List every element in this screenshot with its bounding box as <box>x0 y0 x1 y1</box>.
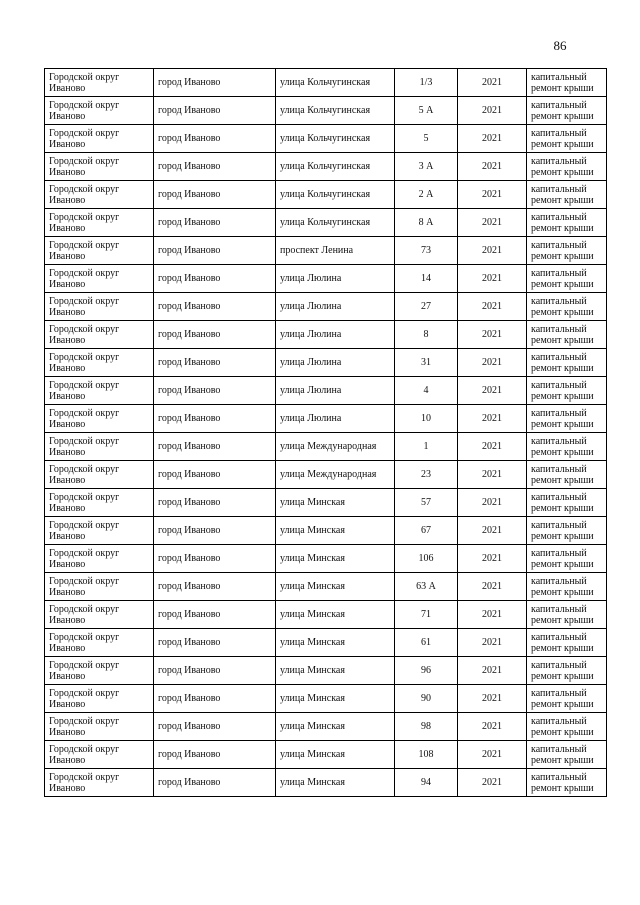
cell-house-number: 67 <box>395 517 458 545</box>
cell-year: 2021 <box>458 377 527 405</box>
table-row <box>45 125 607 153</box>
table-body <box>45 69 607 797</box>
cell-house-number: 10 <box>395 405 458 433</box>
cell-district: Городской округ Иваново <box>45 657 154 685</box>
cell-street: улица Минская <box>276 685 395 713</box>
cell-city: город Иваново <box>154 181 276 209</box>
cell-work-type: капитальный ремонт крыши <box>527 601 607 629</box>
cell-district: Городской округ Иваново <box>45 713 154 741</box>
cell-work-type: капитальный ремонт крыши <box>527 461 607 489</box>
table-row <box>45 153 607 181</box>
table-row <box>45 545 607 573</box>
cell-district: Городской округ Иваново <box>45 573 154 601</box>
cell-year: 2021 <box>458 461 527 489</box>
cell-year: 2021 <box>458 433 527 461</box>
cell-district: Городской округ Иваново <box>45 69 154 97</box>
cell-work-type: капитальный ремонт крыши <box>527 153 607 181</box>
cell-city: город Иваново <box>154 377 276 405</box>
cell-house-number: 3 А <box>395 153 458 181</box>
cell-street: улица Люлина <box>276 349 395 377</box>
cell-house-number: 71 <box>395 601 458 629</box>
table-row <box>45 601 607 629</box>
table-row <box>45 293 607 321</box>
cell-work-type: капитальный ремонт крыши <box>527 293 607 321</box>
cell-house-number: 98 <box>395 713 458 741</box>
cell-street: улица Люлина <box>276 293 395 321</box>
cell-work-type: капитальный ремонт крыши <box>527 209 607 237</box>
cell-city: город Иваново <box>154 97 276 125</box>
cell-street: улица Люлина <box>276 377 395 405</box>
table-row <box>45 741 607 769</box>
cell-house-number: 31 <box>395 349 458 377</box>
cell-street: улица Люлина <box>276 265 395 293</box>
cell-year: 2021 <box>458 573 527 601</box>
table-row <box>45 265 607 293</box>
cell-district: Городской округ Иваново <box>45 321 154 349</box>
cell-city: город Иваново <box>154 601 276 629</box>
cell-street: улица Минская <box>276 741 395 769</box>
cell-city: город Иваново <box>154 321 276 349</box>
cell-year: 2021 <box>458 237 527 265</box>
cell-street: улица Кольчугинская <box>276 181 395 209</box>
cell-work-type: капитальный ремонт крыши <box>527 265 607 293</box>
cell-house-number: 61 <box>395 629 458 657</box>
cell-year: 2021 <box>458 741 527 769</box>
cell-street: улица Кольчугинская <box>276 209 395 237</box>
cell-street: улица Минская <box>276 657 395 685</box>
cell-house-number: 63 А <box>395 573 458 601</box>
cell-year: 2021 <box>458 629 527 657</box>
cell-street: улица Кольчугинская <box>276 97 395 125</box>
cell-work-type: капитальный ремонт крыши <box>527 489 607 517</box>
cell-district: Городской округ Иваново <box>45 209 154 237</box>
cell-district: Городской округ Иваново <box>45 545 154 573</box>
cell-work-type: капитальный ремонт крыши <box>527 517 607 545</box>
cell-city: город Иваново <box>154 629 276 657</box>
cell-house-number: 23 <box>395 461 458 489</box>
cell-city: город Иваново <box>154 573 276 601</box>
cell-year: 2021 <box>458 293 527 321</box>
table-row <box>45 489 607 517</box>
table-row <box>45 321 607 349</box>
cell-year: 2021 <box>458 265 527 293</box>
cell-district: Городской округ Иваново <box>45 349 154 377</box>
cell-city: город Иваново <box>154 405 276 433</box>
cell-work-type: капитальный ремонт крыши <box>527 237 607 265</box>
cell-work-type: капитальный ремонт крыши <box>527 573 607 601</box>
cell-street: улица Минская <box>276 573 395 601</box>
page-number: 86 <box>553 38 567 53</box>
cell-street: улица Минская <box>276 601 395 629</box>
cell-district: Городской округ Иваново <box>45 181 154 209</box>
table-row <box>45 209 607 237</box>
cell-street: улица Международная <box>276 461 395 489</box>
cell-street: улица Люлина <box>276 405 395 433</box>
cell-district: Городской округ Иваново <box>45 153 154 181</box>
cell-city: город Иваново <box>154 461 276 489</box>
cell-work-type: капитальный ремонт крыши <box>527 97 607 125</box>
cell-district: Городской округ Иваново <box>45 685 154 713</box>
cell-district: Городской округ Иваново <box>45 461 154 489</box>
cell-work-type: капитальный ремонт крыши <box>527 125 607 153</box>
cell-work-type: капитальный ремонт крыши <box>527 769 607 797</box>
table-row <box>45 69 607 97</box>
cell-work-type: капитальный ремонт крыши <box>527 433 607 461</box>
cell-street: улица Минская <box>276 489 395 517</box>
cell-year: 2021 <box>458 601 527 629</box>
cell-year: 2021 <box>458 769 527 797</box>
cell-street: улица Кольчугинская <box>276 69 395 97</box>
cell-house-number: 94 <box>395 769 458 797</box>
cell-city: город Иваново <box>154 293 276 321</box>
cell-city: город Иваново <box>154 209 276 237</box>
cell-year: 2021 <box>458 181 527 209</box>
cell-work-type: капитальный ремонт крыши <box>527 69 607 97</box>
cell-street: улица Минская <box>276 713 395 741</box>
cell-district: Городской округ Иваново <box>45 769 154 797</box>
cell-work-type: капитальный ремонт крыши <box>527 657 607 685</box>
cell-work-type: капитальный ремонт крыши <box>527 629 607 657</box>
cell-work-type: капитальный ремонт крыши <box>527 685 607 713</box>
cell-year: 2021 <box>458 125 527 153</box>
cell-work-type: капитальный ремонт крыши <box>527 713 607 741</box>
cell-city: город Иваново <box>154 489 276 517</box>
table-row <box>45 433 607 461</box>
cell-house-number: 1 <box>395 433 458 461</box>
cell-work-type: капитальный ремонт крыши <box>527 377 607 405</box>
cell-district: Городской округ Иваново <box>45 601 154 629</box>
cell-house-number: 27 <box>395 293 458 321</box>
cell-city: город Иваново <box>154 545 276 573</box>
cell-house-number: 8 А <box>395 209 458 237</box>
cell-street: улица Минская <box>276 517 395 545</box>
cell-district: Городской округ Иваново <box>45 237 154 265</box>
table-row <box>45 629 607 657</box>
cell-city: город Иваново <box>154 769 276 797</box>
cell-year: 2021 <box>458 657 527 685</box>
cell-street: проспект Ленина <box>276 237 395 265</box>
cell-year: 2021 <box>458 517 527 545</box>
cell-city: город Иваново <box>154 69 276 97</box>
cell-house-number: 8 <box>395 321 458 349</box>
cell-year: 2021 <box>458 545 527 573</box>
cell-city: город Иваново <box>154 265 276 293</box>
cell-year: 2021 <box>458 405 527 433</box>
cell-city: город Иваново <box>154 349 276 377</box>
cell-house-number: 73 <box>395 237 458 265</box>
cell-house-number: 1/3 <box>395 69 458 97</box>
cell-house-number: 5 А <box>395 97 458 125</box>
cell-year: 2021 <box>458 209 527 237</box>
cell-house-number: 5 <box>395 125 458 153</box>
cell-district: Городской округ Иваново <box>45 97 154 125</box>
table-row <box>45 685 607 713</box>
cell-house-number: 2 А <box>395 181 458 209</box>
table-row <box>45 461 607 489</box>
cell-district: Городской округ Иваново <box>45 377 154 405</box>
table-row <box>45 517 607 545</box>
cell-work-type: капитальный ремонт крыши <box>527 741 607 769</box>
cell-city: город Иваново <box>154 125 276 153</box>
cell-city: город Иваново <box>154 741 276 769</box>
cell-year: 2021 <box>458 69 527 97</box>
cell-work-type: капитальный ремонт крыши <box>527 349 607 377</box>
table-row <box>45 769 607 797</box>
cell-work-type: капитальный ремонт крыши <box>527 321 607 349</box>
cell-city: город Иваново <box>154 657 276 685</box>
cell-house-number: 90 <box>395 685 458 713</box>
table-row <box>45 377 607 405</box>
cell-year: 2021 <box>458 97 527 125</box>
cell-street: улица Люлина <box>276 321 395 349</box>
cell-house-number: 14 <box>395 265 458 293</box>
cell-street: улица Кольчугинская <box>276 153 395 181</box>
cell-year: 2021 <box>458 349 527 377</box>
table-row <box>45 181 607 209</box>
cell-district: Городской округ Иваново <box>45 433 154 461</box>
cell-street: улица Минская <box>276 545 395 573</box>
table-row <box>45 405 607 433</box>
table-row <box>45 237 607 265</box>
cell-district: Городской округ Иваново <box>45 517 154 545</box>
cell-city: город Иваново <box>154 517 276 545</box>
cell-house-number: 106 <box>395 545 458 573</box>
cell-street: улица Международная <box>276 433 395 461</box>
cell-district: Городской округ Иваново <box>45 265 154 293</box>
cell-street: улица Минская <box>276 629 395 657</box>
table-row <box>45 349 607 377</box>
cell-year: 2021 <box>458 321 527 349</box>
cell-district: Городской округ Иваново <box>45 125 154 153</box>
cell-district: Городской округ Иваново <box>45 405 154 433</box>
cell-city: город Иваново <box>154 153 276 181</box>
cell-year: 2021 <box>458 713 527 741</box>
cell-year: 2021 <box>458 685 527 713</box>
cell-work-type: капитальный ремонт крыши <box>527 405 607 433</box>
cell-street: улица Кольчугинская <box>276 125 395 153</box>
cell-year: 2021 <box>458 153 527 181</box>
cell-street: улица Минская <box>276 769 395 797</box>
cell-district: Городской округ Иваново <box>45 293 154 321</box>
table-row <box>45 657 607 685</box>
cell-year: 2021 <box>458 489 527 517</box>
cell-work-type: капитальный ремонт крыши <box>527 545 607 573</box>
cell-work-type: капитальный ремонт крыши <box>527 181 607 209</box>
cell-city: город Иваново <box>154 713 276 741</box>
table-row <box>45 713 607 741</box>
cell-district: Городской округ Иваново <box>45 629 154 657</box>
cell-city: город Иваново <box>154 685 276 713</box>
table-row <box>45 97 607 125</box>
table-row <box>45 573 607 601</box>
cell-house-number: 108 <box>395 741 458 769</box>
cell-house-number: 4 <box>395 377 458 405</box>
cell-district: Городской округ Иваново <box>45 741 154 769</box>
cell-house-number: 96 <box>395 657 458 685</box>
cell-district: Городской округ Иваново <box>45 489 154 517</box>
cell-city: город Иваново <box>154 433 276 461</box>
cell-city: город Иваново <box>154 237 276 265</box>
housing-repair-table <box>44 68 607 797</box>
cell-house-number: 57 <box>395 489 458 517</box>
